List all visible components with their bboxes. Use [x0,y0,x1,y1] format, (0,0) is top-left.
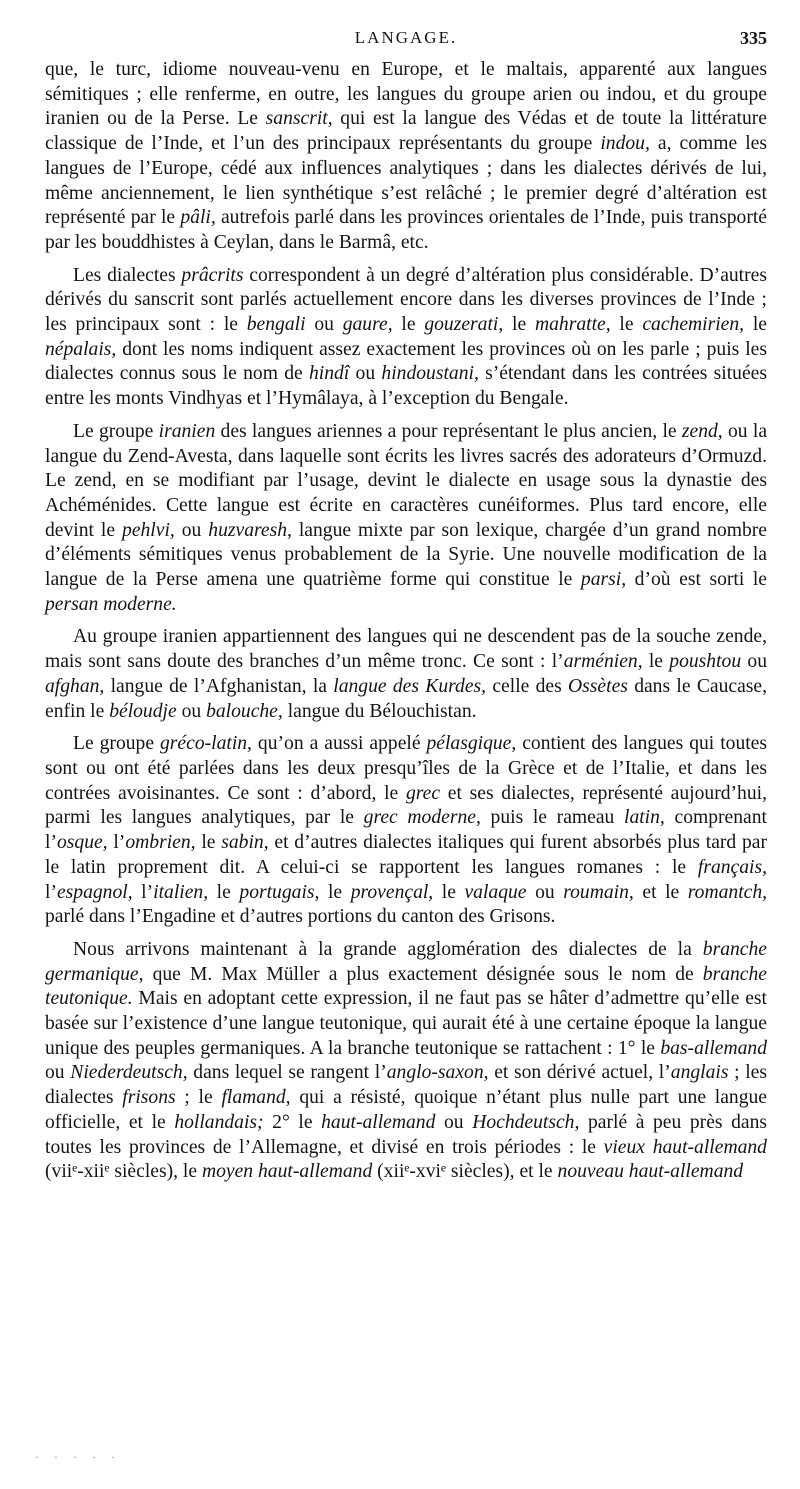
text-run: langue mixte par son lexique, chargée d’un grand nombre d’éléments sémitiques venus probablement de la Syrie. Une nouvelle modification de la langue de la Perse amena une quatrième forme qui constitue le [45,519,767,591]
text-run: Au groupe iranien appartiennent des langues qui ne descendent pas de la souche zende, mais sont sans doute des branches d’un même tronc. Ce sont : l’ [45,626,767,673]
text-run: ou la langue du Zend-Avesta, dans laquelle sont écrits les livres sacrés des adorateurs d’Ormuzd. Le zend, en se modifiant par l’usage, devint le dialecte en usage sous la dynastie des Achéménides. Cette langue est écrite en caractères cunéiformes. Plus tard encore, elle devint le [45,420,768,541]
italic-term: arménien, [563,651,643,673]
paragraph [45,732,767,930]
text-run: 2° le [263,1111,322,1133]
book-page [45,28,767,1193]
italic-term: frisons [122,1087,176,1109]
text-run: qu’on a aussi appelé [251,733,427,755]
text-run: autrefois parlé dans les provinces orientales de l’Inde, puis transporté par les bouddhistes à Ceylan, dans le Barmâ, etc. [45,207,767,253]
italic-term: hindoustani, [381,363,479,385]
italic-term: pehlvi, [122,519,175,541]
italic-term: ombrien, [125,832,196,854]
italic-term: anglais [670,1062,729,1084]
text-run: le [610,314,643,336]
footer-marks: · · · · · [35,1450,121,1464]
text-run: Les dialectes [73,264,182,286]
text-run: puis le rameau [480,807,624,829]
text-run: comprenant l’ [45,807,767,854]
italic-term: hindî [308,363,350,385]
text-run: le [503,314,535,336]
italic-term: balouche, [206,700,283,722]
italic-term: roumain, [563,881,634,903]
text-run: l’ [45,881,57,903]
italic-term: latin, [624,807,665,829]
paragraph [45,420,767,618]
text-run: contient des langues qui toutes sont ou ont été parlées dans les deux presqu’îles de la Grèce et de l’Italie, et dans les contrées avoisinantes. Ce sont : d’abord, le [45,733,768,804]
text-run: et son dérivé actuel, l’ [488,1062,671,1084]
text-run: et le [633,881,688,903]
text-run: a, comme les langues de l’Europe, cédé aux influences analytiques ; dans les dialectes dérivés de lui, même anciennement, le lien synthétique s’est relâché ; le premier degré d’altération est représenté par le [45,133,767,229]
text-run: l’ [107,832,126,854]
paragraph [45,264,767,412]
body-text [45,58,767,1185]
text-run: parlé à peu près dans toutes les provinces de l’Allemagne, et divisé en trois périodes : le [45,1111,768,1158]
italic-term: grec moderne, [363,807,481,829]
text-run: ou [176,700,207,722]
text-run: le [208,881,240,903]
italic-term: pélasgique, [426,733,517,755]
italic-term: hollandais; [174,1111,264,1133]
text-run: ou [305,314,343,336]
italic-term: cachemirien, [642,314,745,336]
text-run: le [744,314,768,336]
text-run: et d’autres dialectes italiques qui furent absorbés plus tard par le latin proprement dit. A celui-ci se rapportent les langues romanes : le [45,832,768,878]
italic-term: osque, [56,832,108,854]
italic-term: prâcrits [181,264,244,286]
text-run: le [642,651,670,673]
italic-term: mahratte, [534,314,611,336]
italic-term: huzvaresh, [208,519,292,541]
text-run: dont les noms indiquent assez exactement les provinces où on les parle ; puis les dialectes connus sous le nom de [45,338,767,385]
text-run: ou [174,519,209,541]
text-run: d’où est sorti le [626,569,767,591]
text-run: que, le turc, idiome nouveau-venu en Europe, et le maltais, apparenté aux langues sémitiques ; elle renferme, en outre, les langues du groupe arien ou indou, et du groupe iranien ou de la Perse. Le [45,59,767,130]
text-run: ; les dialectes [45,1062,768,1109]
italic-term: grec [405,782,441,804]
italic-term: béloudje [109,700,177,722]
italic-term: valaque [464,881,527,903]
text-run: ou [741,651,768,673]
italic-term: flamand, [221,1087,291,1109]
italic-term: branche germanique, [45,938,767,985]
italic-term: provençal, [350,881,434,903]
italic-term: parsi, [580,569,627,591]
text-run: Nous arrivons maintenant à la grande agglomération des dialectes de la [73,938,703,960]
text-run: dans le Caucase, enfin le [45,675,767,722]
page-header [45,28,767,54]
text-run: le [319,881,351,903]
italic-term: gaure, [342,314,393,336]
text-run: correspondent à un degré d’altération plus considérable. D’autres dérivés du sanscrit sont parlés actuellement encore dans les diverses provinces de l’Inde ; les principaux sont : le [45,264,767,336]
text-run: le [392,314,425,336]
running-title: LANGAGE. [354,28,458,47]
text-run: et ses dialectes, représenté aujourd’hui, parmi les langues analytiques, par le [45,782,767,829]
text-run: le [433,881,465,903]
text-run: l’ [132,881,154,903]
italic-term: gouzerati, [424,314,504,336]
italic-term: Ossètes [568,675,628,697]
text-run: Mais en adoptant cette expression, il ne faut pas se hâter d’admettre qu’elle est basée sur l’existence d’une langue teutonique, qui aurait été à une certaine époque la langue unique des peuples germaniques. A la branche teutonique se rattachent : 1° le [45,988,767,1059]
italic-term: népalais, [45,338,117,360]
text-run: langue du Bélouchistan. [282,700,477,722]
text-run: ou [526,881,564,903]
italic-term: romantch, [687,881,768,903]
text-run: parlé dans l’Engadine et d’autres portions du canton des Grisons. [45,906,556,928]
paragraph [45,938,767,1185]
italic-term: bas-allemand [660,1037,767,1059]
page-number: 335 [740,28,767,48]
italic-term: français, [697,856,767,878]
text-run: ou [435,1111,473,1133]
text-run: (xiiᵉ-xviᵉ siècles), et le [372,1161,558,1183]
italic-term: gréco-latin, [160,733,252,755]
text-run: ou [45,1062,71,1084]
text-run: le [195,832,222,854]
italic-term: italien, [153,881,209,903]
italic-term: iranien [158,420,216,442]
italic-term: zend, [681,420,723,442]
italic-term: bengali [246,314,306,336]
text-run: Le groupe [73,420,159,442]
italic-term: moyen haut-allemand [201,1161,373,1183]
italic-term: vieux haut-allemand [603,1136,767,1158]
text-run: langue de l’Afghanistan, la [104,675,334,697]
italic-term: indou, [600,133,650,155]
text-run: dans lequel se rangent l’ [187,1062,387,1084]
italic-term: sabin, [221,832,269,854]
italic-term: anglo-saxon, [386,1062,489,1084]
paragraph [45,58,767,256]
italic-term: persan moderne. [45,593,177,615]
italic-term: portugais, [239,881,320,903]
text-run: Le groupe [73,733,160,755]
italic-term: poushtou [669,651,742,673]
italic-term: langue des Kurdes, [333,675,487,697]
text-run: des langues ariennes a pour représentant le plus ancien, le [215,420,682,442]
italic-term: afghan, [45,675,105,697]
text-run: celle des [486,675,569,697]
text-run: ; le [175,1087,222,1109]
italic-term: Hochdeutsch, [472,1111,580,1133]
text-run: ou [349,363,382,385]
text-run: que M. Max Müller a plus exactement désignée sous le nom de [143,963,703,985]
text-run: qui a résisté, quoique n’étant plus nulle part une langue officielle, et le [45,1087,767,1133]
italic-term: Niederdeutsch, [70,1062,188,1084]
text-run: s’étendant dans les contrées situées entre les monts Vindhyas et l’Hymâlaya, à l’exception du Bengale. [45,363,767,410]
text-run: qui est la langue des Védas et de toute la littérature classique de l’Inde, et l’un des principaux représentants du groupe [45,108,767,155]
italic-term: pâli, [180,207,216,229]
paragraph [45,625,767,724]
italic-term: haut-allemand [321,1111,436,1133]
italic-term: branche teutonique. [45,963,767,1010]
italic-term: nouveau haut-allemand [557,1161,744,1183]
text-run: (viiᵉ-xiiᵉ siècles), le [45,1161,202,1183]
italic-term: sanscrit, [265,108,333,130]
italic-term: espagnol, [56,881,133,903]
